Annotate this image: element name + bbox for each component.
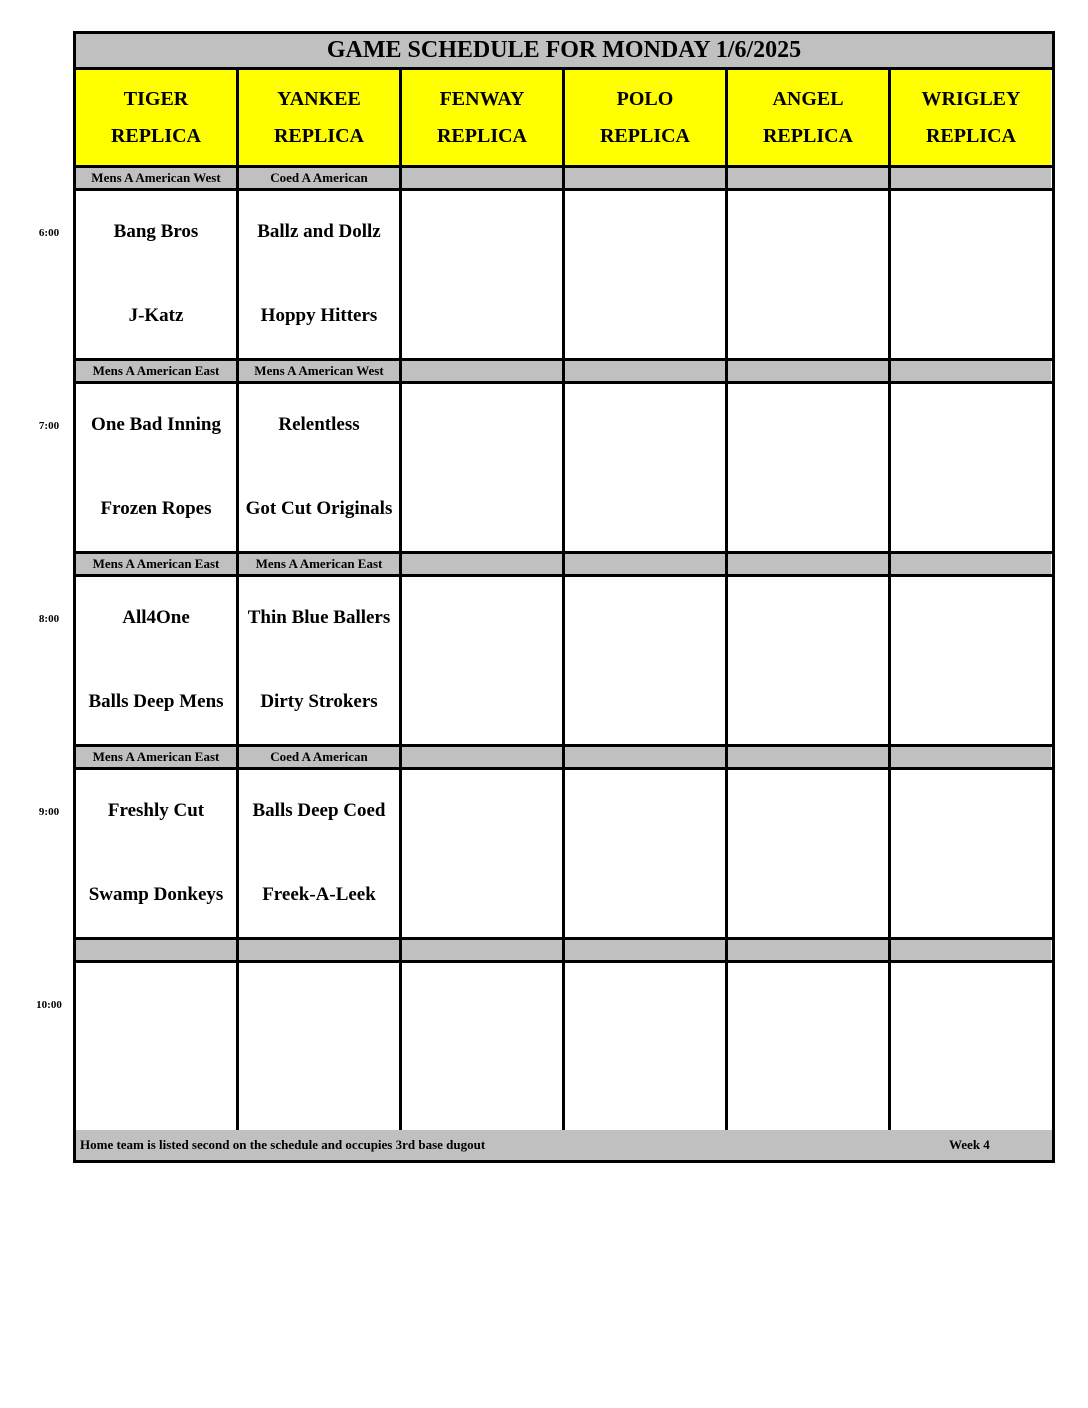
column-divider: [725, 70, 728, 1130]
division-label: [565, 361, 725, 381]
division-label: [565, 554, 725, 574]
game-cell: [728, 963, 888, 1130]
time-slot-label: 9:00: [38, 806, 60, 818]
division-label: Mens A American East: [76, 361, 236, 381]
division-label: Mens A American West: [239, 361, 399, 381]
field-header-0: [76, 70, 236, 165]
division-label: [728, 168, 888, 188]
game-cell: [565, 577, 725, 744]
game-cell: [891, 384, 1051, 551]
division-label: [728, 940, 888, 960]
division-label: Mens A American West: [76, 168, 236, 188]
game-cell: [239, 384, 399, 551]
division-label: [402, 361, 562, 381]
game-cell: [76, 191, 236, 358]
game-cell: [728, 384, 888, 551]
game-cell: [402, 384, 562, 551]
game-cell: [891, 770, 1051, 937]
division-label: [891, 940, 1051, 960]
game-cell: [565, 191, 725, 358]
division-label: [402, 747, 562, 767]
home-team: Freek-A-Leek: [262, 884, 376, 905]
division-label: [239, 940, 399, 960]
division-label: [402, 554, 562, 574]
away-team: One Bad Inning: [91, 414, 221, 435]
home-team: Swamp Donkeys: [88, 884, 224, 905]
away-team: Balls Deep Coed: [252, 800, 386, 821]
schedule-table: [73, 31, 1055, 1163]
time-slot-label: 8:00: [38, 613, 60, 625]
division-label: [891, 554, 1051, 574]
game-cell: [565, 963, 725, 1130]
away-team: All4One: [122, 607, 190, 628]
field-subtitle: REPLICA: [436, 124, 527, 147]
game-cell: [891, 963, 1051, 1130]
game-cell: [891, 577, 1051, 744]
column-divider: [399, 70, 402, 1130]
time-slot-label: 10:00: [36, 999, 62, 1011]
footer-note: Home team is listed second on the schedule and occupies 3rd base dugout: [80, 1137, 486, 1152]
game-cell: [76, 770, 236, 937]
game-cell: [402, 963, 562, 1130]
field-name: YANKEE: [277, 87, 361, 110]
home-team: Balls Deep Mens: [88, 691, 224, 712]
time-slot-label: 6:00: [38, 227, 60, 239]
division-label: [565, 168, 725, 188]
game-cell: [402, 770, 562, 937]
game-cell: [891, 191, 1051, 358]
game-cell: [239, 191, 399, 358]
game-cell: [402, 577, 562, 744]
game-cell: [402, 191, 562, 358]
footer-bar: [76, 1130, 1052, 1160]
game-cell: [239, 963, 399, 1130]
field-name: FENWAY: [439, 87, 525, 110]
time-slot-label: 7:00: [38, 420, 60, 432]
division-label: Mens A American East: [239, 554, 399, 574]
field-header-3: [565, 70, 725, 165]
home-team: Frozen Ropes: [100, 498, 212, 519]
game-cell: [728, 770, 888, 937]
division-label: [891, 168, 1051, 188]
field-header-5: [891, 70, 1051, 165]
field-subtitle: REPLICA: [110, 124, 201, 147]
away-team: Relentless: [278, 414, 360, 435]
home-team: Hoppy Hitters: [260, 305, 378, 326]
field-name: POLO: [616, 87, 674, 110]
week-label: Week 4: [949, 1137, 990, 1152]
game-cell: [239, 577, 399, 744]
field-name: ANGEL: [772, 87, 844, 110]
field-subtitle: REPLICA: [925, 124, 1016, 147]
division-label: [891, 361, 1051, 381]
game-cell: [239, 770, 399, 937]
game-cell: [76, 963, 236, 1130]
division-label: [728, 361, 888, 381]
field-header-1: [239, 70, 399, 165]
schedule-title: GAME SCHEDULE FOR MONDAY 1/6/2025: [76, 34, 1052, 70]
field-header-2: [402, 70, 562, 165]
division-label: Mens A American East: [76, 747, 236, 767]
division-label: [76, 940, 236, 960]
division-label: [891, 747, 1051, 767]
away-team: Bang Bros: [113, 221, 199, 242]
column-divider: [236, 70, 239, 1130]
division-label: Coed A American: [239, 747, 399, 767]
away-team: Ballz and Dollz: [257, 221, 381, 242]
game-cell: [565, 384, 725, 551]
game-cell: [728, 191, 888, 358]
division-label: Coed A American: [239, 168, 399, 188]
field-header-4: [728, 70, 888, 165]
division-label: [402, 168, 562, 188]
division-label: [728, 747, 888, 767]
away-team: Freshly Cut: [107, 800, 205, 821]
division-label: Mens A American East: [76, 554, 236, 574]
game-cell: [728, 577, 888, 744]
division-label: [565, 940, 725, 960]
home-team: Dirty Strokers: [260, 691, 378, 712]
field-subtitle: REPLICA: [599, 124, 690, 147]
column-divider: [562, 70, 565, 1130]
game-cell: [76, 577, 236, 744]
division-label: [402, 940, 562, 960]
division-label: [565, 747, 725, 767]
home-team: Got Cut Originals: [245, 498, 393, 519]
division-label: [728, 554, 888, 574]
away-team: Thin Blue Ballers: [247, 607, 391, 628]
field-name: TIGER: [123, 87, 189, 110]
game-cell: [565, 770, 725, 937]
field-subtitle: REPLICA: [273, 124, 364, 147]
field-subtitle: REPLICA: [762, 124, 853, 147]
column-divider: [888, 70, 891, 1130]
game-cell: [76, 384, 236, 551]
home-team: J-Katz: [128, 305, 184, 326]
field-name: WRIGLEY: [921, 87, 1021, 110]
